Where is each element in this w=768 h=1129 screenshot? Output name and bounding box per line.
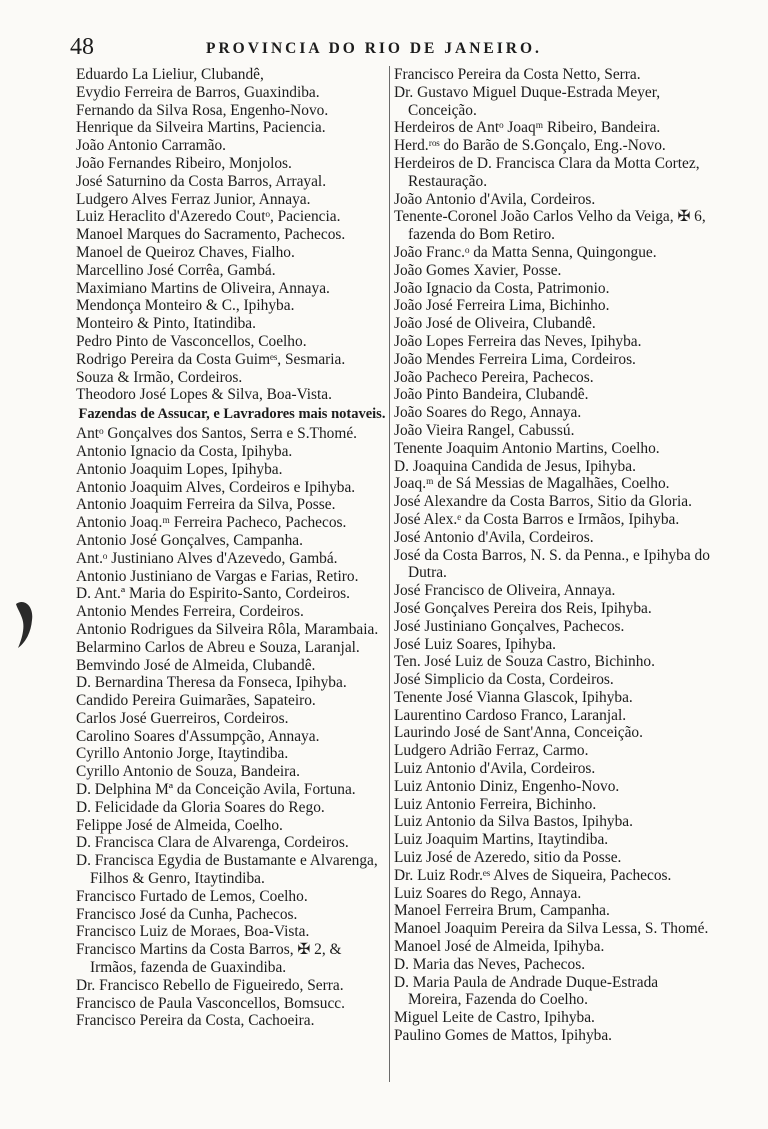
- directory-entry: Ludgero Alves Ferraz Junior, Annaya.: [76, 190, 311, 208]
- directory-entry: Tenente José Vianna Glascok, Ipihyba.: [394, 688, 633, 706]
- directory-entry: Francisco Pereira da Costa, Cachoeira.: [76, 1012, 315, 1030]
- directory-entry: José Luiz Soares, Ipihyba.: [394, 635, 556, 653]
- directory-entry: Ant.ᵒ Justiniano Alves d'Azevedo, Gambá.: [76, 549, 338, 567]
- directory-entry: Paulino Gomes de Mattos, Ipihyba.: [394, 1027, 613, 1045]
- directory-entry: Antonio Joaquim Alves, Cordeiros e Ipihyba.: [76, 478, 356, 496]
- directory-entry: Marcellino José Corrêa, Gambá.: [76, 261, 276, 279]
- directory-entry: Francisco José da Cunha, Pachecos.: [76, 905, 298, 923]
- directory-entry: Luiz Antonio Ferreira, Bichinho.: [394, 795, 597, 813]
- directory-entry: José Simplicio da Costa, Cordeiros.: [394, 671, 614, 689]
- directory-entry: Francisco Pereira da Costa Netto, Serra.: [394, 66, 641, 83]
- left-column: [76, 66, 388, 1030]
- directory-entry: José Antonio d'Avila, Cordeiros.: [394, 528, 594, 546]
- directory-entry: Dr. Gustavo Miguel Duque-Estrada Meyer, Conceição.: [394, 83, 661, 119]
- directory-entry: Dr. Francisco Rebello de Figueiredo, Serra.: [76, 976, 344, 994]
- directory-entry: Antonio Mendes Ferreira, Cordeiros.: [76, 603, 304, 621]
- directory-entry: Herdeiros de D. Francisca Clara da Motta Cortez, Restauração.: [394, 154, 700, 190]
- directory-entry: D. Francisca Clara de Alvarenga, Cordeiros.: [76, 834, 349, 852]
- directory-entry: Antonio Joaquim Ferreira da Silva, Posse.: [76, 496, 336, 514]
- directory-entry: João Antonio d'Avila, Cordeiros.: [394, 190, 596, 208]
- directory-entry: João Ignacio da Costa, Patrimonio.: [394, 279, 610, 297]
- directory-entry: João Soares do Rego, Annaya.: [394, 404, 582, 422]
- directory-entry: José Saturnino da Costa Barros, Arrayal.: [76, 172, 327, 190]
- directory-entry: Laurentino Cardoso Franco, Laranjal.: [394, 706, 627, 724]
- directory-entry: Manoel Ferreira Brum, Campanha.: [394, 902, 610, 920]
- directory-entry: Cyrillo Antonio Jorge, Itaytindiba.: [76, 745, 289, 763]
- directory-entry: José Francisco de Oliveira, Annaya.: [394, 582, 616, 600]
- directory-entry: Manoel José de Almeida, Ipihyba.: [394, 938, 605, 956]
- directory-entry: Theodoro José Lopes & Silva, Boa-Vista.: [76, 386, 332, 404]
- directory-entry: D. Maria das Neves, Pachecos.: [394, 955, 586, 973]
- directory-entry: Candido Pereira Guimarães, Sapateiro.: [76, 692, 316, 710]
- directory-entry: Manoel Marques do Sacramento, Pachecos.: [76, 226, 346, 244]
- directory-entry: Luiz Antonio d'Avila, Cordeiros.: [394, 760, 596, 778]
- directory-entry: Monteiro & Pinto, Itatindiba.: [76, 315, 256, 333]
- directory-entry: Antonio José Gonçalves, Campanha.: [76, 531, 303, 549]
- directory-entry: Tenente Joaquim Antonio Martins, Coelho.: [394, 439, 660, 457]
- directory-entry: D. Ant.ª Maria do Espirito-Santo, Cordeiros.: [76, 585, 350, 603]
- directory-entry: Dr. Luiz Rodr.ᵉˢ Alves de Siqueira, Pachecos.: [394, 866, 672, 884]
- directory-entry: Eduardo La Lieliur, Clubandê,: [76, 66, 264, 83]
- directory-entry: Laurindo José de Sant'Anna, Conceição.: [394, 724, 643, 742]
- directory-entry: Carlos José Guerreiros, Cordeiros.: [76, 709, 289, 727]
- section-heading: Fazendas de Assucar, e Lavradores mais notaveis.: [78, 406, 386, 423]
- directory-entry: José Gonçalves Pereira dos Reis, Ipihyba.: [394, 599, 652, 617]
- directory-entry: João Gomes Xavier, Posse.: [394, 261, 562, 279]
- directory-entry: Manoel Joaquim Pereira da Silva Lessa, S. Thomé.: [394, 920, 709, 938]
- directory-entry: Antonio Justiniano de Vargas e Farias, Retiro.: [76, 567, 359, 585]
- directory-entry: Henrique da Silveira Martins, Paciencia.: [76, 119, 326, 137]
- directory-entry: Miguel Leite de Castro, Ipihyba.: [394, 1009, 595, 1027]
- directory-entry: Mendonça Monteiro & C., Ipihyba.: [76, 297, 295, 315]
- directory-entry: Maximiano Martins de Oliveira, Annaya.: [76, 279, 330, 297]
- page-header: [70, 34, 690, 64]
- directory-entry: Joaq.ᵐ de Sá Messias de Magalhães, Coelho.: [394, 475, 670, 493]
- running-title: PROVINCIA DO RIO DE JANEIRO.: [206, 40, 542, 57]
- directory-entry: Luiz Antonio da Silva Bastos, Ipihyba.: [394, 813, 633, 831]
- directory-entry: Belarmino Carlos de Abreu e Souza, Laranjal.: [76, 638, 360, 656]
- directory-entry: Francisco Luiz de Moraes, Boa-Vista.: [76, 923, 310, 941]
- directory-entry: José Alexandre da Costa Barros, Sitio da Gloria.: [394, 493, 692, 511]
- directory-entry: D. Delphina Mª da Conceição Avila, Fortuna.: [76, 781, 356, 799]
- directory-entry: Luiz Joaquim Martins, Itaytindiba.: [394, 831, 609, 849]
- directory-entry: Francisco de Paula Vasconcellos, Bomsucc.: [76, 994, 345, 1012]
- directory-entry: D. Francisca Egydia de Bustamante e Alvarenga, Filhos & Genro, Itaytindiba.: [76, 852, 378, 888]
- directory-entry: D. Joaquina Candida de Jesus, Ipihyba.: [394, 457, 636, 475]
- directory-entry: Francisco Furtado de Lemos, Coelho.: [76, 887, 308, 905]
- directory-entry: Francisco Martins da Costa Barros, ✠ 2, & Irmãos, fazenda de Guaxindiba.: [76, 941, 342, 977]
- directory-entry: Ludgero Adrião Ferraz, Carmo.: [394, 742, 589, 760]
- directory-entry: Rodrigo Pereira da Costa Guimᵉˢ, Sesmaria.: [76, 350, 346, 368]
- directory-entry: Bemvindo José de Almeida, Clubandê.: [76, 656, 316, 674]
- directory-entry: Pedro Pinto de Vasconcellos, Coelho.: [76, 332, 307, 350]
- directory-entry: Ten. José Luiz de Souza Castro, Bichinho.: [394, 653, 655, 671]
- directory-entry: João Pinto Bandeira, Clubandê.: [394, 386, 589, 404]
- directory-entry: Herdeiros de Antᵒ Joaqᵐ Ribeiro, Bandeira.: [394, 119, 661, 137]
- directory-entry: D. Maria Paula de Andrade Duque-Estrada Moreira, Fazenda do Coelho.: [394, 973, 659, 1009]
- ink-blot-mark: [14, 598, 36, 650]
- directory-entry: Antonio Rodrigues da Silveira Rôla, Marambaia.: [76, 620, 379, 638]
- directory-entry: Felippe José de Almeida, Coelho.: [76, 816, 283, 834]
- directory-entry: Antonio Joaquim Lopes, Ipihyba.: [76, 460, 283, 478]
- right-column: [394, 66, 710, 1045]
- directory-entry: Antᵒ Gonçalves dos Santos, Serra e S.Thomé.: [76, 425, 357, 443]
- directory-entry: João Lopes Ferreira das Neves, Ipihyba.: [394, 332, 642, 350]
- directory-entry: José Alex.ᵉ da Costa Barros e Irmãos, Ipihyba.: [394, 510, 680, 528]
- page-number: 48: [70, 34, 94, 60]
- directory-entry: João Franc.ᵒ da Matta Senna, Quingongue.: [394, 243, 657, 261]
- directory-entry: Herd.ʳᵒˢ do Barão de S.Gonçalo, Eng.-Novo.: [394, 137, 666, 155]
- directory-entry: Fernando da Silva Rosa, Engenho-Novo.: [76, 101, 329, 119]
- directory-entry: D. Felicidade da Gloria Soares do Rego.: [76, 798, 325, 816]
- directory-entry: Evydio Ferreira de Barros, Guaxindiba.: [76, 83, 320, 101]
- column-divider: [389, 66, 390, 1082]
- directory-entry: Cyrillo Antonio de Souza, Bandeira.: [76, 763, 300, 781]
- directory-entry: João José Ferreira Lima, Bichinho.: [394, 297, 610, 315]
- directory-entry: D. Bernardina Theresa da Fonseca, Ipihyba.: [76, 674, 347, 692]
- directory-entry: João José de Oliveira, Clubandê.: [394, 315, 596, 333]
- directory-entry: José da Costa Barros, N. S. da Penna., e Ipihyba do Dutra.: [394, 546, 710, 582]
- directory-entry: Luiz Soares do Rego, Annaya.: [394, 884, 582, 902]
- directory-entry: João Vieira Rangel, Cabussú.: [394, 421, 575, 439]
- directory-entry: João Mendes Ferreira Lima, Cordeiros.: [394, 350, 636, 368]
- directory-entry: Antonio Joaq.ᵐ Ferreira Pacheco, Pachecos.: [76, 514, 347, 532]
- directory-entry: Antonio Ignacio da Costa, Ipihyba.: [76, 442, 293, 460]
- directory-entry: Tenente-Coronel João Carlos Velho da Veiga, ✠ 6, fazenda do Bom Retiro.: [394, 208, 706, 244]
- directory-entry: João Antonio Carramão.: [76, 137, 227, 155]
- directory-entry: Souza & Irmão, Cordeiros.: [76, 368, 243, 386]
- directory-entry: João Fernandes Ribeiro, Monjolos.: [76, 154, 292, 172]
- directory-entry: José Justiniano Gonçalves, Pachecos.: [394, 617, 625, 635]
- directory-entry: João Pacheco Pereira, Pachecos.: [394, 368, 594, 386]
- directory-entry: Carolino Soares d'Assumpção, Annaya.: [76, 727, 320, 745]
- directory-entry: Luiz José de Azeredo, sitio da Posse.: [394, 849, 622, 867]
- directory-entry: Luiz Heraclito d'Azeredo Coutᵒ, Paciencia.: [76, 208, 341, 226]
- directory-entry: Manoel de Queiroz Chaves, Fialho.: [76, 243, 295, 261]
- directory-entry: Luiz Antonio Diniz, Engenho-Novo.: [394, 777, 620, 795]
